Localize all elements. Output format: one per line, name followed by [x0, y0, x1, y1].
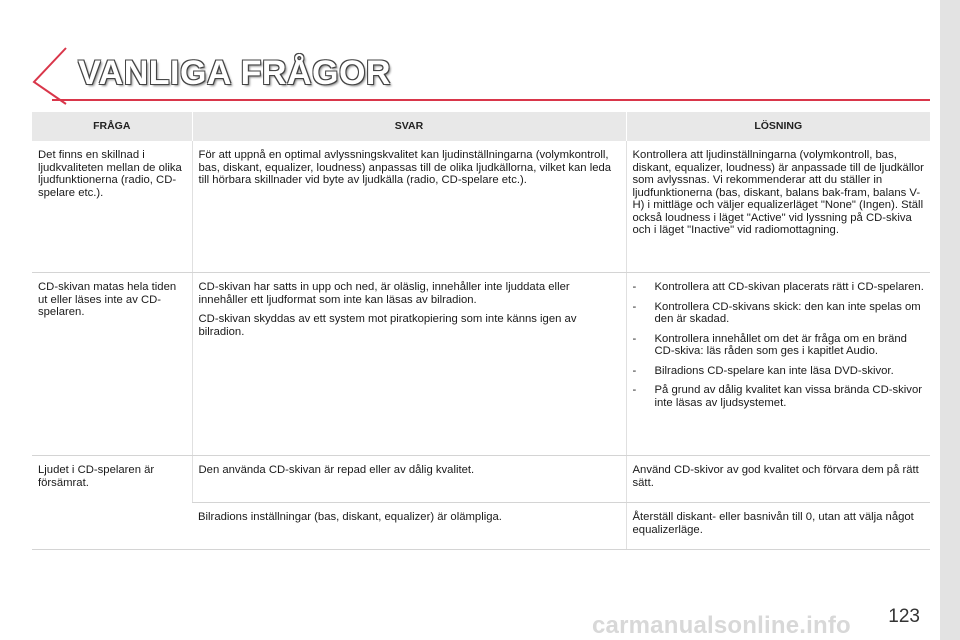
answer-text: För att uppnå en optimal avlyssningskvalitet kan ljudinställningarna (volymkontroll, bas, diskant, equalizer, loudness) anpassas till de olika ljudkällorna, vilket kan leda till hörbara skillnader vid byte av ljudkälla (radio, CD-spelare etc.). — [198, 149, 612, 186]
question-text: Ljudet i CD-spelaren är försämrat. — [38, 464, 155, 489]
list-item: - Bilradions CD-spelare kan inte läsa DVD-skivor. — [633, 365, 925, 378]
faq-table — [32, 112, 930, 550]
question-cell — [32, 456, 192, 550]
solution-text: Återställ diskant- eller basnivån till 0, utan att välja något equalizerläge. — [632, 511, 914, 536]
list-item: - Kontrollera att CD-skivan placerats rätt i CD-spelaren. — [633, 281, 925, 294]
answer-text: Den använda CD-skivan är repad eller av dålig kvalitet. — [198, 464, 475, 476]
table-row — [32, 273, 930, 456]
table-header-row — [32, 112, 930, 141]
list-item: - På grund av dålig kvalitet kan vissa brända CD-skivor inte läsas av ljudsystemet. — [633, 384, 925, 409]
header-answer: SVAR — [192, 112, 626, 141]
question-text: CD-skivan matas hela tiden ut eller läses inte av CD-spelaren. — [38, 281, 177, 318]
header-question: FRÅGA — [32, 112, 192, 141]
table-row — [32, 456, 930, 503]
solution-cell — [626, 456, 930, 503]
list-item: - Kontrollera innehållet om det är fråga om en bränd CD-skiva: läs råden som ges i kapitlet Audio. — [633, 333, 925, 358]
page-number: 123 — [888, 606, 920, 627]
answer-cell — [192, 456, 626, 503]
side-bar — [940, 0, 960, 640]
list-item: - Kontrollera CD-skivans skick: den kan inte spelas om den är skadad. — [633, 301, 925, 326]
question-text: Det finns en skillnad i ljudkvaliteten mellan de olika ljudfunktionerna (radio, CD-spelare etc.). — [38, 149, 182, 199]
solution-cell — [626, 141, 930, 273]
solution-text: Använd CD-skivor av god kvalitet och förvara dem på rätt sätt. — [632, 464, 919, 489]
question-cell — [32, 141, 192, 273]
answer-cell — [192, 273, 626, 456]
watermark-text: carmanualsonline.info — [592, 612, 851, 639]
solution-cell — [626, 503, 930, 550]
question-cell — [32, 273, 192, 456]
solution-cell — [626, 273, 930, 456]
title-rule — [52, 99, 930, 101]
answer-text: CD-skivan skyddas av ett system mot piratkopiering som inte känns igen av bilradion. — [198, 313, 577, 338]
answer-text: Bilradions inställningar (bas, diskant, equalizer) är olämpliga. — [198, 511, 502, 523]
solution-list — [633, 281, 925, 409]
answer-cell — [192, 141, 626, 273]
table-row — [32, 141, 930, 273]
answer-text: CD-skivan har satts in upp och ned, är oläslig, innehåller inte ljuddata eller innehåller ett ljudformat som inte kan läsas av bilradion. — [198, 281, 570, 306]
answer-cell — [192, 503, 626, 550]
page-title: VANLIGA FRÅGOR — [78, 54, 391, 92]
header-solution: LÖSNING — [626, 112, 930, 141]
solution-text: Kontrollera att ljudinställningarna (volymkontroll, bas, diskant, equalizer, loudness) är anpassade till de ljudkällor som avlyssnas. Vi rekommenderar att du ställer in ljudfunktionerna (bas, diskant, balans bak-fram, balans V-H) i mittläge och väljer equalizerläget "None" (Ingen). Ställ också loudness i läget "Active" vid lyssning på CD-skiva och i läget "Inactive" vid radiomottagning. — [632, 149, 924, 236]
